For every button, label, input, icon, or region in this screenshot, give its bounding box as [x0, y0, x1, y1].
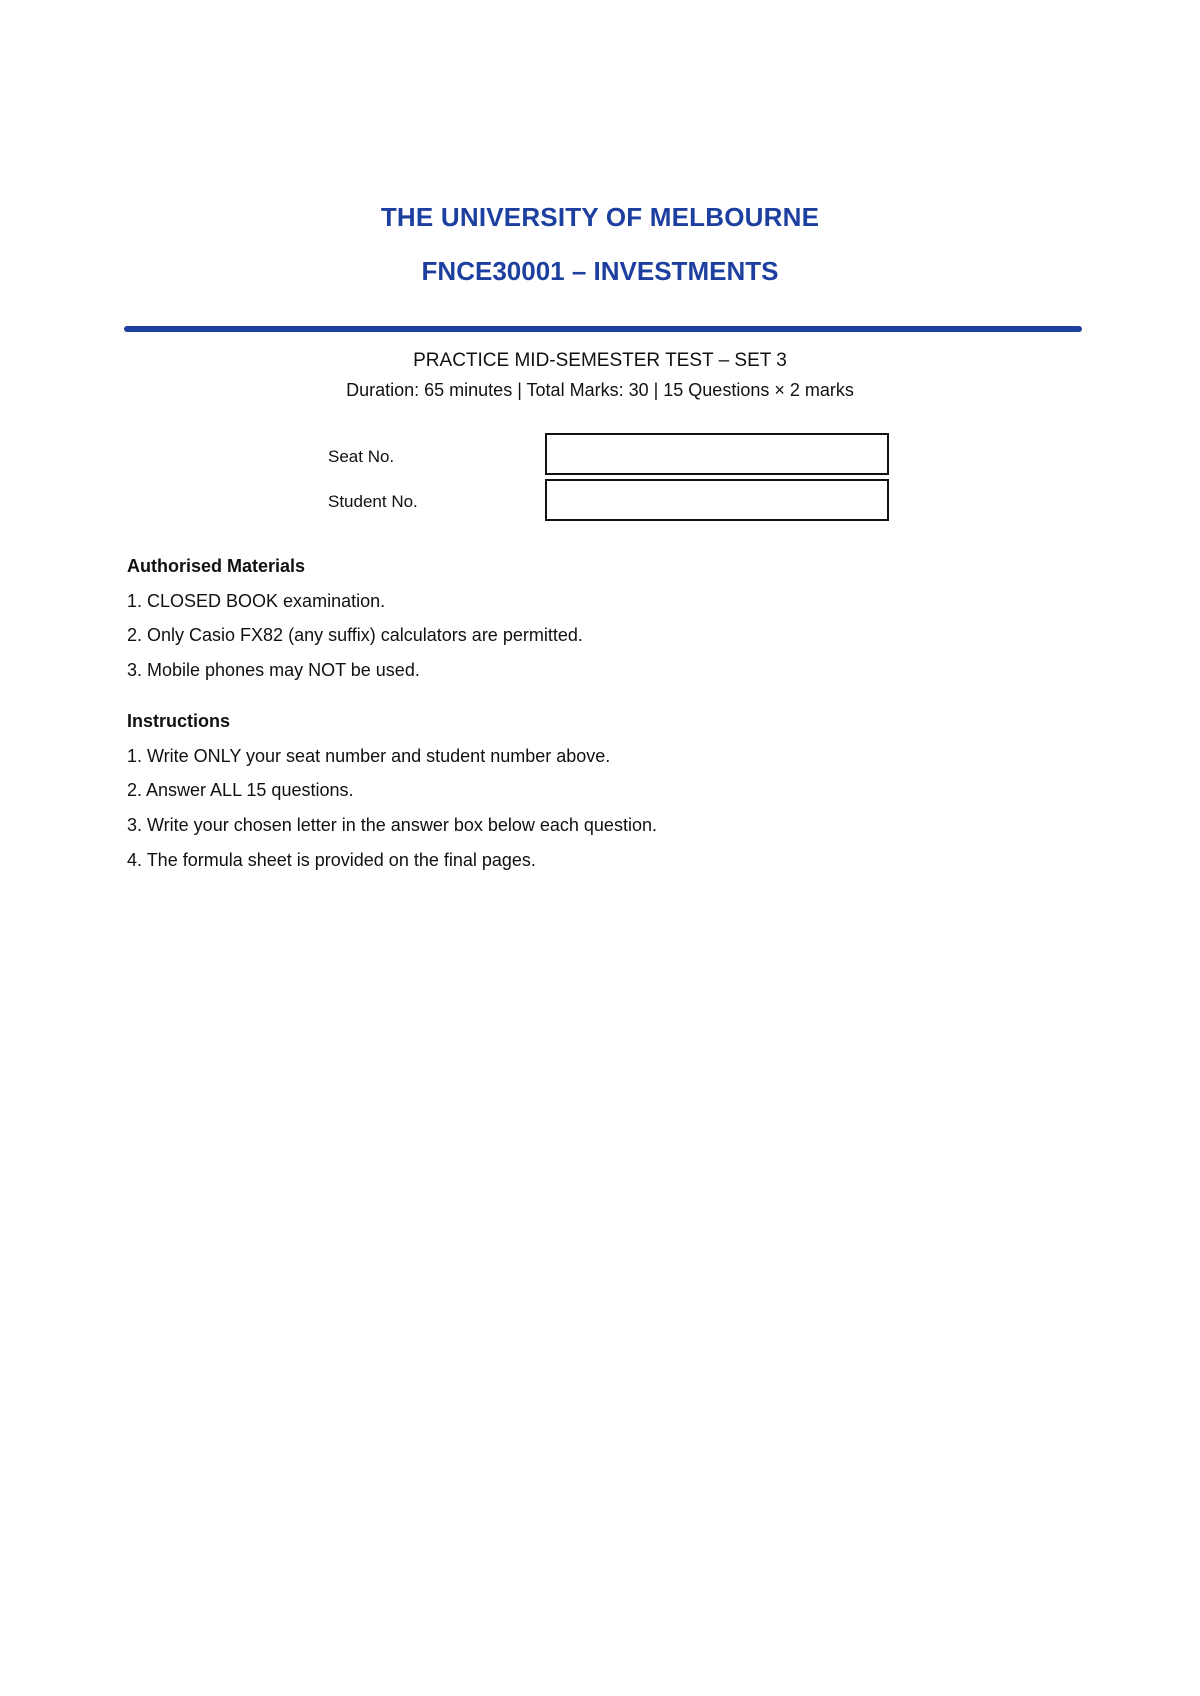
- authorised-materials-item: 1. CLOSED BOOK examination.: [127, 591, 386, 611]
- course-title: FNCE30001 – INVESTMENTS: [421, 256, 779, 286]
- instruction-item: 4. The formula sheet is provided on the final pages.: [127, 850, 536, 870]
- test-title: PRACTICE MID-SEMESTER TEST – SET 3: [413, 350, 787, 371]
- instruction-item: 2. Answer ALL 15 questions.: [127, 780, 354, 800]
- student-number-label: Student No.: [328, 492, 418, 511]
- seat-number-box[interactable]: [545, 433, 889, 475]
- authorised-materials-heading: Authorised Materials: [127, 556, 306, 576]
- authorised-materials-item: 3. Mobile phones may NOT be used.: [127, 660, 420, 680]
- authorised-materials-item: 2. Only Casio FX82 (any suffix) calculators are permitted.: [127, 625, 583, 645]
- instruction-item: 1. Write ONLY your seat number and student number above.: [127, 746, 611, 766]
- student-number-box[interactable]: [545, 479, 889, 521]
- university-name: THE UNIVERSITY OF MELBOURNE: [380, 202, 820, 232]
- test-info: Duration: 65 minutes | Total Marks: 30 | 15 Questions × 2 marks: [346, 380, 854, 400]
- header-divider: [124, 326, 1082, 332]
- instruction-item: 3. Write your chosen letter in the answer box below each question.: [127, 815, 657, 835]
- seat-number-label: Seat No.: [328, 447, 395, 466]
- instructions-heading: Instructions: [127, 711, 231, 731]
